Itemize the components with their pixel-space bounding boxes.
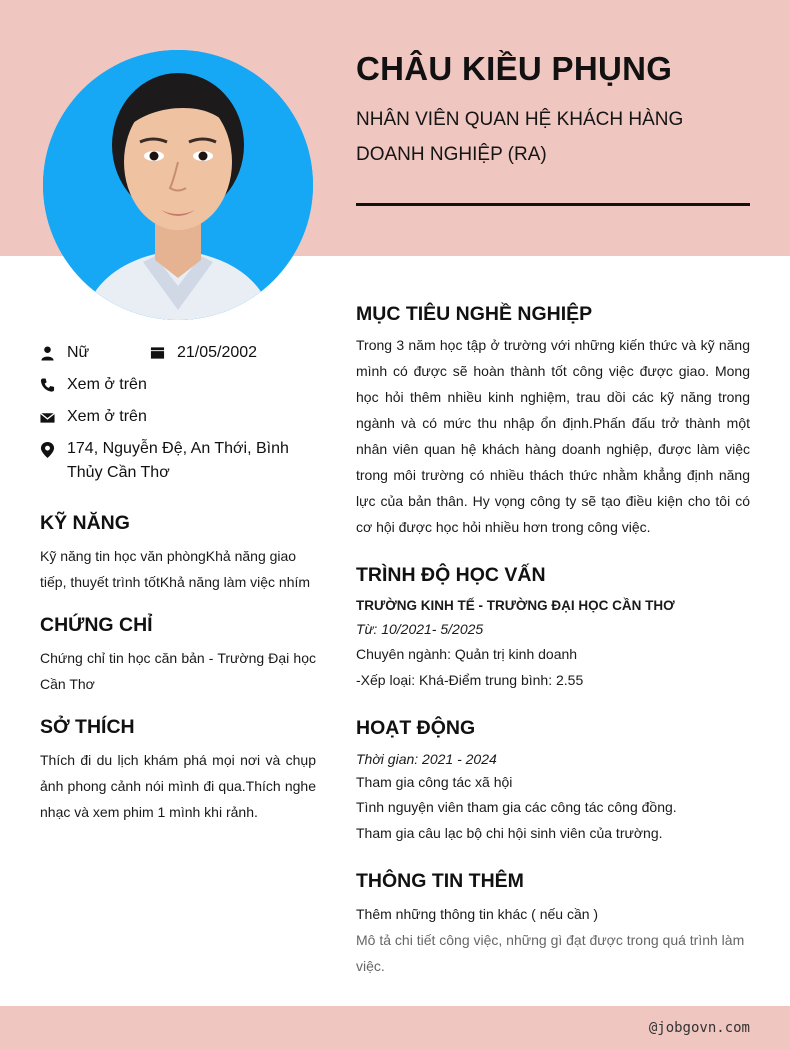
address-text: 174, Nguyễn Đệ, An Thới, Bình Thủy Cần Thơ: [67, 440, 289, 481]
certificates-title: CHỨNG CHỈ: [40, 614, 153, 636]
email-text: Xem ở trên: [67, 408, 147, 425]
person-icon: [40, 345, 55, 361]
gender-text: Nữ: [67, 344, 90, 361]
additional-title: THÔNG TIN THÊM: [356, 870, 524, 892]
additional-line-2: Mô tả chi tiết công việc, những gì đạt được trong quá trình làm việc.: [356, 932, 745, 974]
objective-title: MỤC TIÊU NGHỀ NGHIỆP: [356, 303, 593, 325]
portrait-image: [43, 50, 313, 320]
job-position-line-2: DOANH NGHIỆP (RA): [356, 144, 547, 165]
header-divider: [356, 203, 750, 206]
job-position: [356, 102, 756, 172]
education-title: TRÌNH ĐỘ HỌC VẤN: [356, 564, 546, 586]
hobbies-title: SỞ THÍCH: [40, 716, 135, 738]
activities-title: HOẠT ĐỘNG: [356, 717, 476, 739]
education-period: Từ: 10/2021- 5/2025: [356, 621, 484, 637]
job-position-line-1: NHÂN VIÊN QUAN HỆ KHÁCH HÀNG: [356, 109, 684, 130]
activity-item: Tham gia câu lạc bộ chi hội sinh viên của trường.: [356, 825, 663, 841]
location-pin-icon: [40, 441, 55, 459]
skills-title: KỸ NĂNG: [40, 512, 130, 534]
profile-photo: [43, 50, 313, 320]
footer-brand: @jobgovn.com: [648, 1020, 750, 1036]
objective-text: Trong 3 năm học tập ở trường với những kiến thức và kỹ năng mình có được sẽ hoàn thành tốt công việc được giao. Mong học hỏi thêm nhiều kinh nghiệm, trau dồi các kỹ năng trong ngành và có mức thu nhập ổn định.Phấn đấu trở thành một nhân viên quan hệ khách hàng doanh nghiệp, được làm việc trong môi trường có nhiều thách thức nhằm khẳng định năng lực của bản thân. Hy vọng công ty sẽ tạo điều kiện cho tôi có cơ hội được học hỏi nhiều hơn trong công việc.: [356, 337, 750, 535]
education-major: Chuyên ngành: Quản trị kinh doanh: [356, 646, 578, 662]
activities-period: Thời gian: 2021 - 2024: [356, 751, 497, 767]
additional-line-1: Thêm những thông tin khác ( nếu cần ): [356, 906, 599, 922]
candidate-name: CHÂU KIỀU PHỤNG: [356, 50, 673, 87]
mail-icon: [40, 409, 55, 425]
calendar-icon: [150, 345, 165, 361]
certificates-text: Chứng chỉ tin học căn bản - Trường Đại học Cần Thơ: [40, 650, 316, 692]
hobbies-text: Thích đi du lịch khám phá mọi nơi và chụp ảnh phong cảnh nói mình đi qua.Thích nghe nhạc và xem phim 1 mình khi rảnh.: [40, 752, 316, 820]
activity-item: Tham gia công tác xã hội: [356, 774, 513, 790]
phone-text: Xem ở trên: [67, 376, 147, 393]
education-grade: -Xếp loại: Khá-Điểm trung bình: 2.55: [356, 672, 584, 688]
activity-item: Tình nguyện viên tham gia các công tác công đồng.: [356, 799, 677, 815]
birthday-text: 21/05/2002: [177, 344, 258, 361]
skills-text: Kỹ năng tin học văn phòngKhả năng giao tiếp, thuyết trình tốtKhả năng làm việc nhím: [40, 548, 311, 590]
education-school: TRƯỜNG KINH TẾ - TRƯỜNG ĐẠI HỌC CẦN THƠ: [356, 598, 675, 613]
phone-icon: [40, 377, 55, 393]
